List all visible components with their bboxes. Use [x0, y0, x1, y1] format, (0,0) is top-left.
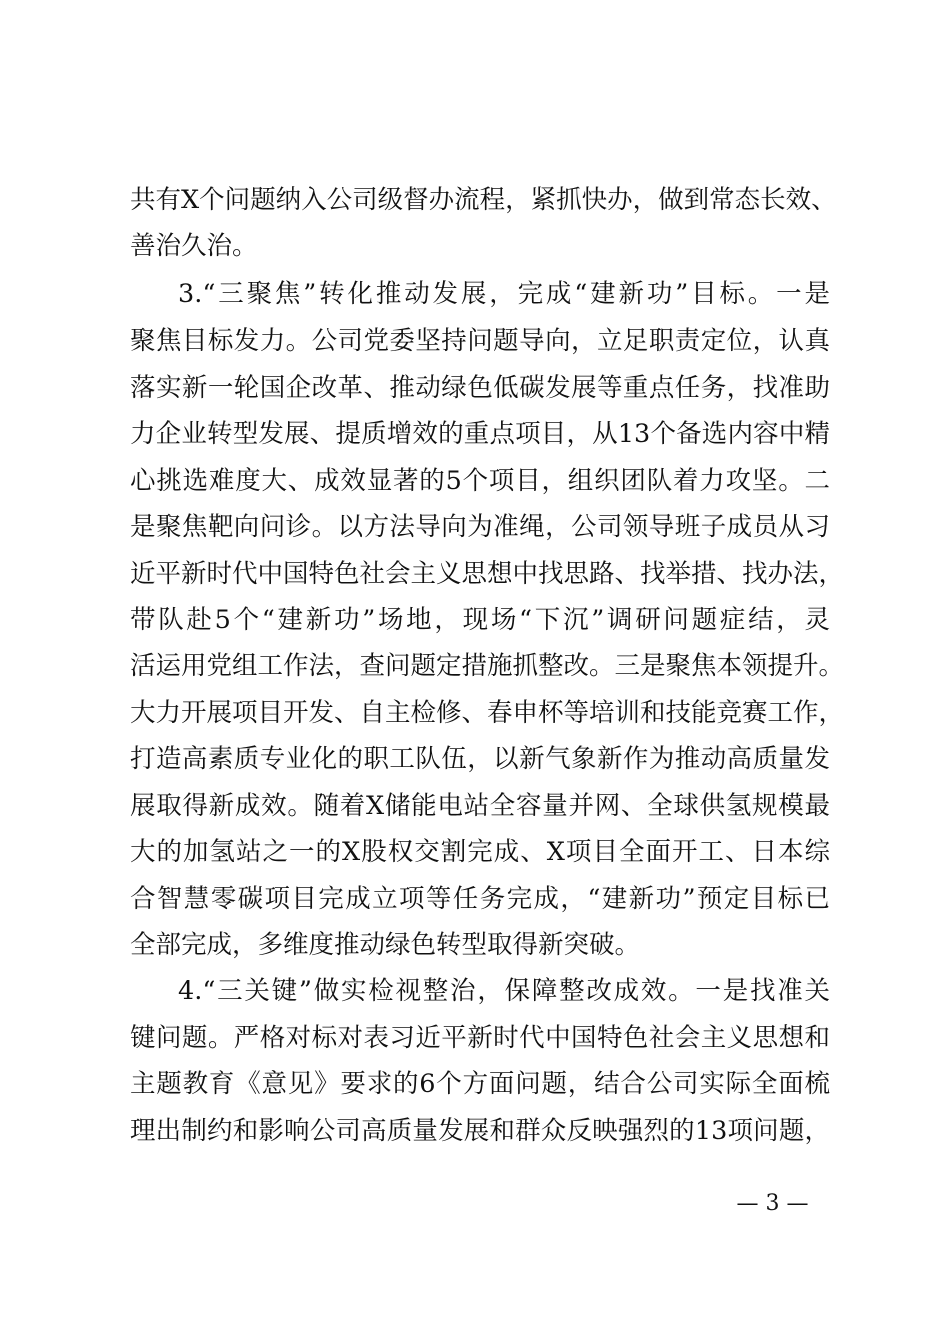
text-line-14: 展取得新成效。随着X储能电站全容量并网、全球供氢规模最	[130, 791, 830, 821]
text-line-8: 是聚焦靶向问诊。以方法导向为准绳，公司领导班子成员从习	[130, 512, 830, 542]
page-number: — 3 —	[736, 1191, 809, 1216]
text-line-10: 带队赴5个“建新功”场地，现场“下沉”调研问题症结，灵	[130, 605, 830, 635]
text-line-17: 全部完成，多维度推动绿色转型取得新突破。	[130, 930, 641, 960]
text-line-21: 理出制约和影响公司高质量发展和群众反映强烈的13项问题，	[130, 1116, 830, 1146]
text-line-18: 4.“三关键”做实检视整治，保障整改成效。一是找准关	[178, 976, 830, 1006]
text-line-3: 3.“三聚焦”转化推动发展，完成“建新功”目标。一是	[178, 279, 830, 309]
text-line-16: 合智慧零碳项目完成立项等任务完成，“建新功”预定目标已	[130, 884, 830, 914]
text-line-7: 心挑选难度大、成效显著的5个项目，组织团队着力攻坚。二	[130, 466, 830, 496]
text-line-2: 善治久治。	[130, 231, 258, 261]
text-line-6: 力企业转型发展、提质增效的重点项目，从13个备选内容中精	[130, 419, 830, 449]
text-line-19: 键问题。严格对标对表习近平新时代中国特色社会主义思想和	[130, 1023, 830, 1053]
text-line-1: 共有X个问题纳入公司级督办流程，紧抓快办，做到常态长效、	[130, 185, 837, 215]
text-line-11: 活运用党组工作法，查问题定措施抓整改。三是聚焦本领提升。	[130, 651, 845, 681]
text-line-4: 聚焦目标发力。公司党委坚持问题导向，立足职责定位，认真	[130, 326, 830, 356]
text-line-20: 主题教育《意见》要求的6个方面问题，结合公司实际全面梳	[130, 1069, 830, 1099]
text-line-13: 打造高素质专业化的职工队伍，以新气象新作为推动高质量发	[130, 744, 830, 774]
text-line-12: 大力开展项目开发、自主检修、春申杯等培训和技能竞赛工作，	[130, 698, 845, 728]
text-line-9: 近平新时代中国特色社会主义思想中找思路、找举措、找办法，	[130, 559, 845, 589]
text-line-5: 落实新一轮国企改革、推动绿色低碳发展等重点任务，找准助	[130, 373, 830, 403]
text-line-15: 大的加氢站之一的X股权交割完成、X项目全面开工、日本综	[130, 837, 830, 867]
